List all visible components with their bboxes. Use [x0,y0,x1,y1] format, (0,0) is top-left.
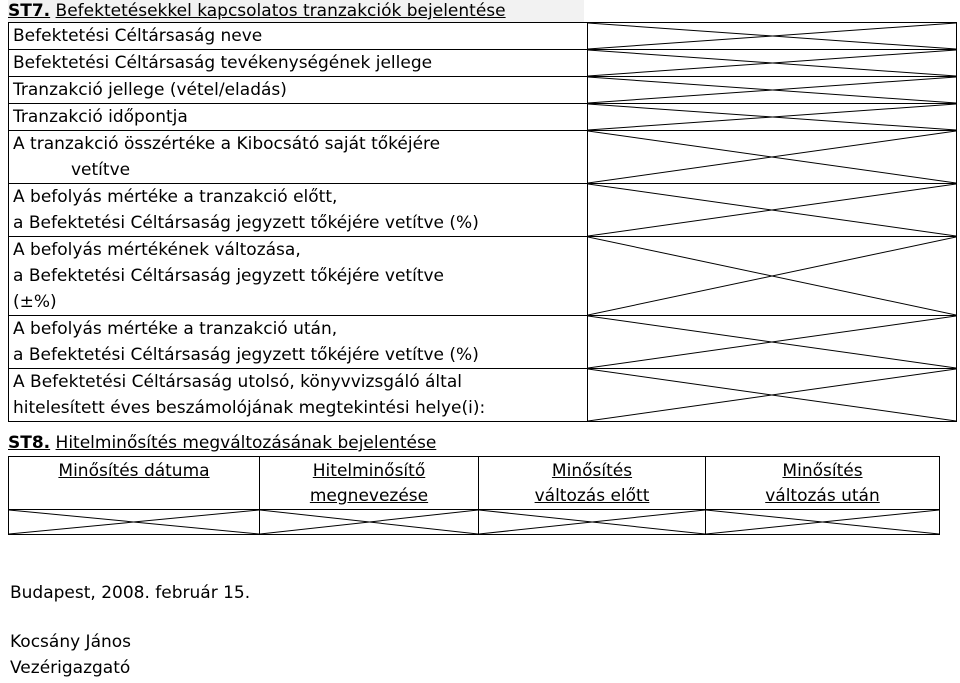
st7-row-value [588,77,957,104]
cross-mark [588,104,956,130]
signatory-role: Vezérigazgató [10,658,131,678]
st7-row-value [588,131,957,184]
cross-mark [479,510,705,534]
st8-header-after-line-2: változás után [765,486,880,506]
cross-mark [588,50,956,76]
st7-title [8,0,584,22]
st8-header-after [706,457,940,510]
st7-code: ST7. [8,1,51,21]
st7-row [9,316,957,369]
st7-row-label [9,316,588,369]
st7-row [9,77,957,104]
st7-row-label-line: a Befektetési Céltársaság jegyzett tőkéjére vetítve (%) [13,345,479,365]
st7-row-label-line: (±%) [13,292,57,312]
st7-row-value [588,50,957,77]
st8-empty-cell [9,510,260,535]
st7-row-value [588,237,957,316]
cross-mark [588,77,956,103]
st8-table [8,456,940,535]
st7-table [8,22,957,422]
st7-row [9,131,957,184]
st8-header-before-line-2: változás előtt [534,486,650,506]
st8-data-row [9,510,940,535]
st8-header-date [9,457,260,510]
st8-code: ST8. [8,433,51,453]
st7-row-label [9,369,588,422]
cross-mark [260,510,478,534]
st7-row-label-line: Befektetési Céltársaság tevékenységének jellege [13,53,433,73]
cross-mark [588,237,956,315]
st7-row-label-line: Tranzakció jellege (vétel/eladás) [13,80,287,100]
st7-row-value [588,316,957,369]
cross-mark [588,23,956,49]
st7-row-label-line: A befolyás mértékének változása, [13,240,301,260]
cross-mark [588,184,956,236]
st8-empty-cell [479,510,706,535]
st7-row-label [9,77,588,104]
st7-row-label [9,104,588,131]
st7-row-label [9,23,588,50]
st7-row-label-line: A befolyás mértéke a tranzakció után, [13,319,338,339]
st7-row-label-line: vetítve [71,160,131,180]
cross-mark [706,510,939,534]
signatory-name: Kocsány János [10,632,132,652]
st7-row-label-line: Befektetési Céltársaság neve [13,26,263,46]
st7-row [9,23,957,50]
st8-header-rater-line-2: megnevezése [309,486,429,506]
st8-empty-cell [260,510,479,535]
st7-row-label-line: A Befektetési Céltársaság utolsó, könyvvizsgáló által [13,372,462,392]
st7-row-label [9,131,588,184]
place-date: Budapest, 2008. február 15. [10,583,251,603]
st8-header-before [479,457,706,510]
st7-row-label-line: hitelesített éves beszámolójának megtekintési helye(i): [13,398,486,418]
st7-row-value [588,184,957,237]
st7-row-value [588,104,957,131]
st8-header-after-line-1: Minősítés [782,461,863,481]
st7-row-label [9,237,588,316]
st7-row-label [9,50,588,77]
cross-mark [588,316,956,368]
st8-header-rater [260,457,479,510]
st7-row [9,184,957,237]
st8-empty-cell [706,510,940,535]
st7-row [9,104,957,131]
st7-row-value [588,23,957,50]
st7-title-text: Befektetésekkel kapcsolatos tranzakciók bejelentése [55,1,506,21]
st8-header-row [9,457,940,510]
st7-row-label-line: A befolyás mértéke a tranzakció előtt, [13,187,338,207]
st7-row-value [588,369,957,422]
st8-header-date-line: Minősítés dátuma [58,461,210,481]
st7-row [9,50,957,77]
cross-mark [588,131,956,183]
st8-title [8,432,436,454]
cross-mark [588,369,956,421]
st7-row-label-line: a Befektetési Céltársaság jegyzett tőkéjére vetítve [13,266,445,286]
st7-row [9,237,957,316]
st7-row-label [9,184,588,237]
cross-mark [9,510,259,534]
st7-row [9,369,957,422]
st7-row-label-line: Tranzakció időpontja [13,107,188,127]
st7-row-label-line: A tranzakció összértéke a Kibocsátó saját tőkéjére [13,134,441,154]
st7-row-label-line: a Befektetési Céltársaság jegyzett tőkéjére vetítve (%) [13,213,479,233]
st8-header-before-line-1: Minősítés [551,461,633,481]
st8-header-rater-line-1: Hitelminősítő [312,461,426,481]
st8-title-text: Hitelminősítés megváltozásának bejelentése [55,433,437,453]
